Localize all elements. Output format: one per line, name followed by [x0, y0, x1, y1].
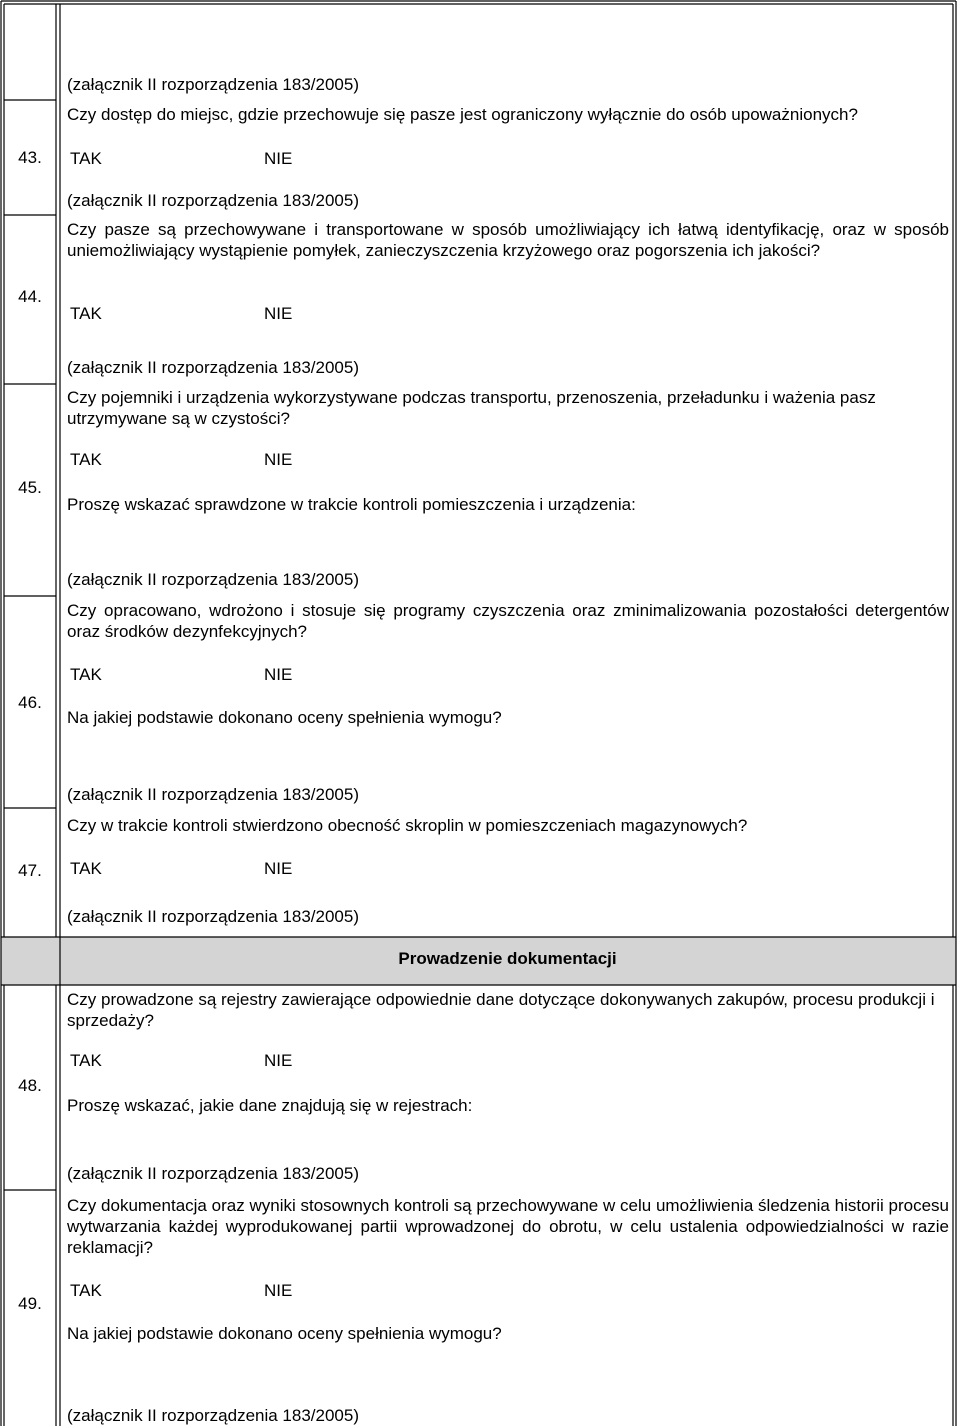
answer-nie[interactable]: NIE: [264, 859, 293, 878]
row-number: 49.: [18, 1294, 42, 1313]
section-title: Prowadzenie dokumentacji: [398, 949, 617, 968]
regulation-reference: (załącznik II rozporządzenia 183/2005): [67, 570, 359, 589]
regulation-reference: (załącznik II rozporządzenia 183/2005): [67, 75, 359, 94]
question-text: Czy dokumentacja oraz wyniki stosownych kontroli są przechowywane w celu umożliwienia śledzenia historii procesu wytwarzania każdej wyprodukowanej partii wprowadzonej do obrotu, w celu ustalenia odpowiedzialności w razie reklamacji?: [67, 1196, 949, 1257]
question-text: Czy pojemniki i urządzenia wykorzystywane podczas transportu, przenoszenia, przeładunku i ważenia pasz utrzymywane są w czystości?: [67, 388, 876, 428]
row-number: 46.: [18, 693, 42, 712]
follow-up-prompt: Na jakiej podstawie dokonano oceny spełnienia wymogu?: [67, 708, 502, 727]
answer-tak[interactable]: TAK: [70, 149, 102, 168]
answer-nie[interactable]: NIE: [264, 304, 293, 323]
question-text: Czy opracowano, wdrożono i stosuje się programy czyszczenia oraz zminimalizowania pozostałości detergentów oraz środków dezynfekcyjnych?: [67, 601, 949, 641]
regulation-reference: (załącznik II rozporządzenia 183/2005): [67, 191, 359, 210]
question-text: Czy w trakcie kontroli stwierdzono obecność skroplin w pomieszczeniach magazynowych?: [67, 816, 748, 835]
answer-nie[interactable]: NIE: [264, 450, 293, 469]
answer-nie[interactable]: NIE: [264, 1281, 293, 1300]
question-text: Czy prowadzone są rejestry zawierające odpowiednie dane dotyczące dokonywanych zakupów, procesu produkcji i sprzedaży?: [67, 990, 935, 1030]
regulation-reference: (załącznik II rozporządzenia 183/2005): [67, 1406, 359, 1425]
follow-up-prompt: Proszę wskazać, jakie dane znajdują się w rejestrach:: [67, 1096, 473, 1115]
row-number: 45.: [18, 478, 42, 497]
row-number: 47.: [18, 861, 42, 880]
answer-tak[interactable]: TAK: [70, 1281, 102, 1300]
answer-tak[interactable]: TAK: [70, 304, 102, 323]
regulation-reference: (załącznik II rozporządzenia 183/2005): [67, 785, 359, 804]
answer-tak[interactable]: TAK: [70, 859, 102, 878]
question-text: Czy dostęp do miejsc, gdzie przechowuje się pasze jest ograniczony wyłącznie do osób upoważnionych?: [67, 105, 858, 124]
regulation-reference: (załącznik II rozporządzenia 183/2005): [67, 907, 359, 926]
answer-tak[interactable]: TAK: [70, 1051, 102, 1070]
follow-up-prompt: Proszę wskazać sprawdzone w trakcie kontroli pomieszczenia i urządzenia:: [67, 495, 636, 514]
row-number: 43.: [18, 148, 42, 167]
answer-nie[interactable]: NIE: [264, 665, 293, 684]
row-number: 44.: [18, 287, 42, 306]
answer-nie[interactable]: NIE: [264, 1051, 293, 1070]
answer-tak[interactable]: TAK: [70, 450, 102, 469]
row-number: 48.: [18, 1076, 42, 1095]
regulation-reference: (załącznik II rozporządzenia 183/2005): [67, 1164, 359, 1183]
question-text: Czy pasze są przechowywane i transportowane w sposób umożliwiający ich łatwą identyfikację, oraz w sposób uniemożliwiający wystąpienie pomyłek, zanieczyszczenia krzyżowego oraz pogorszenia ich jakości?: [67, 220, 949, 260]
regulation-reference: (załącznik II rozporządzenia 183/2005): [67, 358, 359, 377]
answer-tak[interactable]: TAK: [70, 665, 102, 684]
follow-up-prompt: Na jakiej podstawie dokonano oceny spełnienia wymogu?: [67, 1324, 502, 1343]
answer-nie[interactable]: NIE: [264, 149, 293, 168]
